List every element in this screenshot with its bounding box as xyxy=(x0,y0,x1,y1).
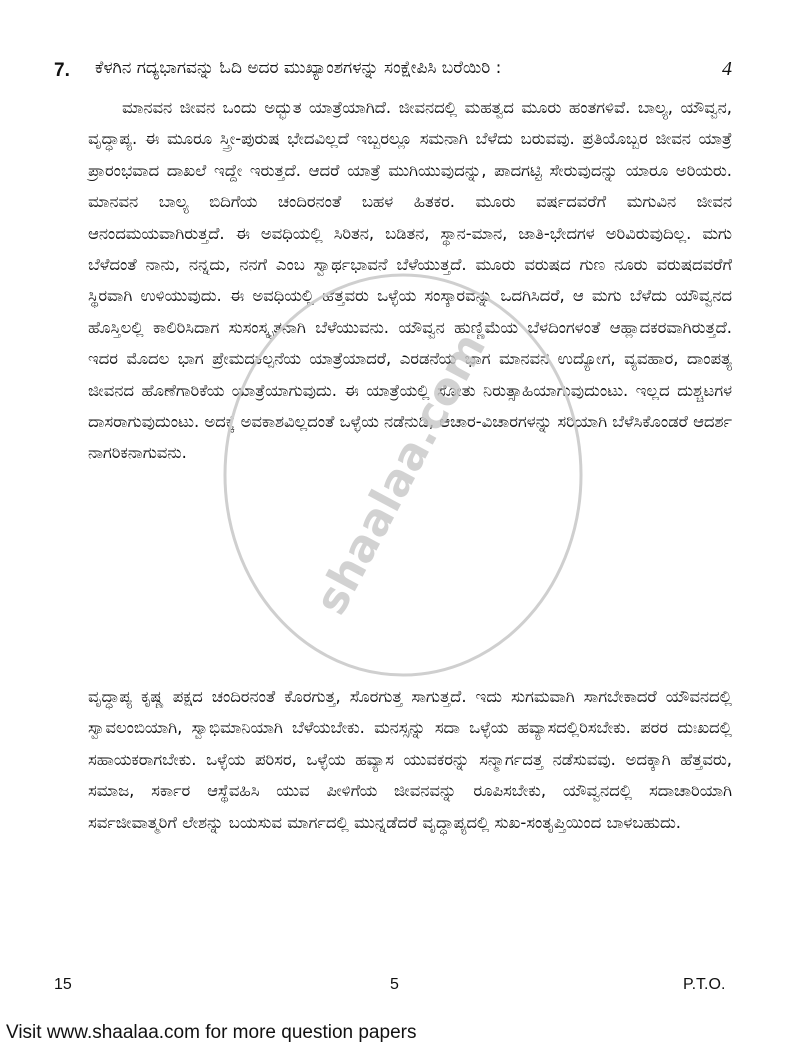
watermark-text: shaalaa.com xyxy=(305,324,497,623)
footer-code: 15 xyxy=(54,976,72,993)
question-number: 7. xyxy=(54,60,70,81)
pto-label: P.T.O. xyxy=(683,976,726,993)
passage-paragraph-2-text: ವೃದ್ಧಾಪ್ಯ ಕೃಷ್ಣ ಪಕ್ಷದ ಚಂದಿರನಂತೆ ಕೊರಗುತ್ತ, ಸೊರಗುತ್ತ ಸಾಗುತ್ತದೆ. ಇದು ಸುಗಮವಾಗಿ ಸಾಗಬೇಕಾದರೆ ಯೌವನದಲ್ಲಿ ಸ್ವಾವಲಂಬಿಯಾಗಿ, ಸ್ವಾಭಿಮಾನಿಯಾಗಿ ಬೆಳೆಯಬೇಕು. ಮನಸ್ಸನ್ನು ಸದಾ ಒಳ್ಳೆಯ ಹವ್ಯಾಸದಲ್ಲಿರಿಸಬೇಕು. ಪರರ ದುಃಖದಲ್ಲಿ ಸಹಾಯಕರಾಗಬೇಕು. ಒಳ್ಳೆಯ ಪರಿಸರ, ಒಳ್ಳೆಯ ಹವ್ಯಾಸ ಯುವಕರನ್ನು ಸನ್ಮಾರ್ಗದತ್ತ ನಡೆಸುವವು. ಅದಕ್ಕಾಗಿ ಹೆತ್ತವರು, ಸಮಾಜ, ಸರ್ಕಾರ ಆಸ್ಥೆವಹಿಸಿ ಯುವ ಪೀಳಿಗೆಯ ಜೀವನವನ್ನು ರೂಪಿಸಬೇಕು, ಯೌವ್ವನದಲ್ಲಿ ಸದಾಚಾರಿಯಾಗಿ ಸರ್ವಜೀವಾತ್ಮರಿಗೆ ಲೇಶನ್ನು ಬಯಸುವ ಮಾರ್ಗದಲ್ಲಿ ಮುನ್ನಡೆದರೆ ವೃದ್ಧಾಪ್ಯದಲ್ಲಿ ಸುಖ-ಸಂತೃಪ್ತಿಯಿಂದ ಬಾಳಬಹುದು. xyxy=(88,687,732,832)
question-marks: 4 xyxy=(722,58,732,80)
passage-paragraph-2 xyxy=(88,681,732,838)
question-instruction: ಕೆಳಗಿನ ಗದ್ಯಭಾಗವನ್ನು ಓದಿ ಅದರ ಮುಖ್ಯಾಂಶಗಳನ್ನು ಸಂಕ್ಷೇಪಿಸಿ ಬರೆಯಿರಿ : xyxy=(95,58,502,78)
page-number: 5 xyxy=(390,976,399,993)
passage-paragraph-1-text: ಮಾನವನ ಜೀವನ ಒಂದು ಅದ್ಭುತ ಯಾತ್ರೆಯಾಗಿದೆ. ಜೀವನದಲ್ಲಿ ಮಹತ್ವದ ಮೂರು ಹಂತಗಳಿವೆ. ಬಾಲ್ಯ, ಯೌವ್ವನ, ವೃದ್ಧಾಪ್ಯ. ಈ ಮೂರೂ ಸ್ತ್ರೀ-ಪುರುಷ ಭೇದವಿಲ್ಲದೆ ಇಬ್ಬರಲ್ಲೂ ಸಮನಾಗಿ ಬೆಳೆದು ಬರುವವು. ಪ್ರತಿಯೊಬ್ಬರ ಜೀವನ ಯಾತ್ರೆ ಪ್ರಾರಂಭವಾದ ದಾಖಲೆ ಇದ್ದೇ ಇರುತ್ತದೆ. ಆದರೆ ಯಾತ್ರೆ ಮುಗಿಯುವುದನ್ನು, ಪಾದಗಟ್ಟಿ ಸೇರುವುದನ್ನು ಯಾರೂ ಅರಿಯರು. ಮಾನವನ ಬಾಲ್ಯ ಬಿದಿಗೆಯ ಚಂದಿರನಂತೆ ಬಹಳ ಹಿತಕರ. ಮೂರು ವರ್ಷದವರೆಗೆ ಮಗುವಿನ ಜೀವನ ಆನಂದಮಯವಾಗಿರುತ್ತದೆ. ಈ ಅವಧಿಯಲ್ಲಿ ಸಿರಿತನ, ಬಡಿತನ, ಸ್ಥಾನ-ಮಾನ, ಜಾತಿ-ಭೇದಗಳ ಅರಿವಿರುವುದಿಲ್ಲ. ಮಗು ಬೆಳೆದಂತೆ ನಾನು, ನನ್ನದು, ನನಗೆ ಎಂಬ ಸ್ವಾರ್ಥಭಾವನೆ ಬೆಳೆಯುತ್ತದೆ. ಮೂರು ವರುಷದ ಗುಣ ನೂರು ವರುಷದವರೆಗೆ ಸ್ಥಿರವಾಗಿ ಉಳಿಯುವುದು. ಈ ಅವಧಿಯಲ್ಲಿ ಹೆತ್ತವರು ಒಳ್ಳೆಯ ಸಂಸ್ಕಾರವನ್ನು ಒದಗಿಸಿದರೆ, ಆ ಮಗು ಬೆಳೆದು ಯೌವ್ವನದ ಹೊಸ್ತಿಲಲ್ಲಿ ಕಾಲಿರಿಸಿದಾಗ ಸುಸಂಸ್ಕೃತನಾಗಿ ಬೆಳೆಯುವನು. ಯೌವ್ವನ ಹುಣ್ಣಿಮೆಯ ಬೆಳದಿಂಗಳಂತೆ ಆಹ್ಲಾದಕರವಾಗಿರುತ್ತದೆ. ಇದರ ಮೊದಲ ಭಾಗ ಪ್ರೇಮದಕಲ್ಪನೆಯ ಯಾತ್ರೆಯಾದರೆ, ಎರಡನೆಯ ಭಾಗ ಮಾನವನ ಉದ್ಯೋಗ, ವ್ಯವಹಾರ, ದಾಂಪತ್ಯ ಜೀವನದ ಹೊಣೆಗಾರಿಕೆಯ ಯಾತ್ರೆಯಾಗುವುದು. ಈ ಯಾತ್ರೆಯಲ್ಲಿ ಸೋತು ನಿರುತ್ಸಾಹಿಯಾಗುವುದುಂಟು. ಇಲ್ಲದ ದುಶ್ಚಟಗಳ ದಾಸರಾಗುವುದುಂಟು. ಅದಕ್ಕೆ ಅವಕಾಶವಿಲ್ಲದಂತೆ ಒಳ್ಳೆಯ ನಡೆನುಡಿ, ಆಚಾರ-ವಿಚಾರಗಳನ್ನು ಸರಿಯಾಗಿ ಬೆಳೆಸಿಕೊಂಡರೆ ಆದರ್ಶ ನಾಗರಿಕನಾಗುವನು. xyxy=(88,98,732,463)
passage-paragraph-1 xyxy=(88,92,732,469)
footer-visit-link[interactable]: Visit www.shaalaa.com for more question papers xyxy=(6,1022,417,1043)
